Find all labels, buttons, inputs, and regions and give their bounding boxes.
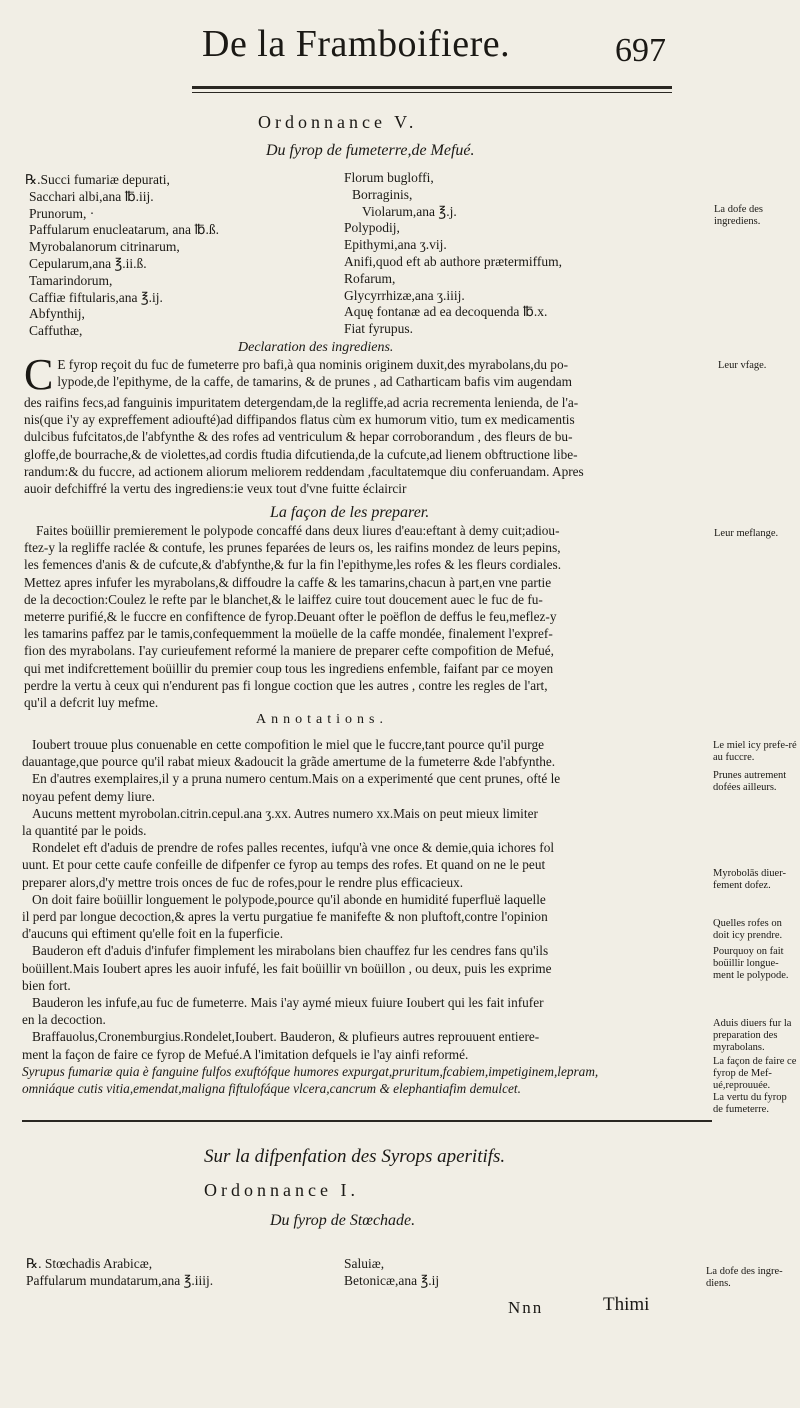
text-line: dauantage,que pource qu'il rabat mieux &adoucit la grãde amertume de la fumeterre &de l'abfynthe. (22, 754, 556, 770)
drop-cap: C (24, 350, 54, 399)
margin-note-dose: La dofe des ingrediens. (714, 204, 763, 227)
text-line: auoir defchiffré la vertu des ingrediens:ie veux tout d'vne fuitte éclaircir (24, 481, 407, 497)
text-line: bien fort. (22, 977, 71, 993)
text-line: noyau pefent demy liure. (22, 788, 155, 804)
text-line: dulcibus fufcitatos,de l'abfynthe & des rofes ad ventriculum & hepar corroborandum , des fleurs de bu- (24, 429, 573, 445)
recipe-line: Rofarum, (344, 270, 396, 286)
preparation-paragraph (24, 522, 709, 711)
recipe-line: Caffuthæ, (29, 323, 83, 339)
text-line: Braffauolus,Cronemburgius.Rondelet,Ioubert. Bauderon, & plufieurs autres reprouuent entiere- (32, 1029, 540, 1045)
ordonnance-heading-2: Ordonnance I. (204, 1180, 359, 1200)
signature-mark: Nnn (508, 1298, 544, 1317)
text-line: lypode,de l'epithyme, de la caffe, de tamarins, & de prunes , ad Catharticam bafis vim augendam (57, 374, 573, 390)
recipe-line: Saluiæ, (344, 1256, 385, 1271)
recipe-line: Violarum,ana ℥.j. (362, 203, 457, 219)
text-line: Bauderon eft d'aduis d'infufer fimplement les mirabolans bien chauffez fur les cendres fans qu'ils (32, 943, 549, 959)
margin-note: La façon de faire ce fyrop de Mef-ué,reprouuée. (713, 1056, 797, 1091)
header-rule-thin (192, 92, 672, 93)
text-line: En d'autres exemplaires,il y a pruna numero centum.Mais on a experimenté que cent prunes, ofté le (32, 771, 561, 787)
text-line: de la decoction:Coulez le refte par le blanchet,& le laiffez cuire tout doucement auec le fuc de fu- (24, 591, 543, 607)
text-line: qui met indifcrettement boüillir du premier coup tous les ingrediens enfemble, faifant par ce moyen (24, 660, 554, 676)
margin-note: Prunes autrement dofées ailleurs. (713, 770, 787, 793)
text-line: On doit faire boüillir longuement le polypode,pource qu'il abonde en humidité fuperfluë laquelle (32, 891, 546, 907)
text-line: Faites boüillir premierement le polypode concaffé dans deux liures d'eau:eftant à demy cuit;adiou- (36, 523, 560, 538)
recipe-line: Betonicæ,ana ℥.ij (344, 1272, 440, 1288)
margin-note: Pourquoy on fait boüillir longue-ment le polypode. (713, 946, 789, 981)
text-line: Rondelet eft d'aduis de prendre de rofes palles recentes, iufqu'à vne once & demie,quia ichores fol (32, 840, 555, 856)
ordonnance-heading: Ordonnance V. (258, 112, 418, 132)
recipe-line: Polypodij, (344, 220, 400, 236)
text-line: omniáque cutis vitia,emendat,maligna fiftulofáque vlcera,cancrum & elephantiafim demulcet. (22, 1081, 521, 1097)
recipe-line: Borraginis, (352, 186, 413, 202)
recipe-line: Cepularum,ana ℥.ii.ß. (29, 255, 147, 271)
page-number: 697 (615, 32, 666, 69)
declaration-paragraph (24, 350, 709, 497)
recipe-line: Fiat fyrupus. (344, 321, 413, 337)
text-line: uunt. Et pour cette caufe confeille de difpenfer ce fyrop au temps des rofes. Et quand on ne le peut (22, 857, 546, 873)
text-line: il perd par longue decoction,& apres la vertu purgatiue fe manifefte & non pluftoft,contre l'opinion (22, 909, 548, 925)
text-line: les femences d'anis & de cufcute,& d'abfynthe,& fur la fin l'epithyme,les rofes & les fleurs cordiales. (24, 557, 562, 573)
text-line: perdre la vertu à ceux qui n'endurent pas fi longue coction que les autres , contre les regles de l'art, (24, 677, 548, 693)
recipe-line: Sacchari albi,ana ℔.iij. (29, 188, 154, 204)
recipe-line: Paffularum mundatarum,ana ℥.iiij. (26, 1272, 214, 1288)
text-line: meterre purifié,& le fuccre en confiftence de fyrop.Deuant ofter le poëflon de deffus le feu,meflez-y (24, 609, 557, 625)
margin-note: Le miel icy prefe-ré au fuccre. (713, 740, 797, 763)
annotations-paragraph (22, 736, 710, 1097)
recipe-line: Epithymi,ana ʒ.vij. (344, 237, 447, 253)
text-line: Ioubert trouue plus conuenable en cette compofition le miel que le fuccre,tant pource qu'il purge (32, 737, 545, 752)
catchword: Thimi (603, 1294, 650, 1315)
margin-note: Aduis diuers fur la preparation des myrabolans. (713, 1018, 792, 1053)
margin-note-mixing: Leur meflange. (714, 528, 779, 539)
text-line: gloffe,de bourrache,& de violettes,ad cordis ftudia difcutienda,de la cufcute,ad lienem obftructione libe- (24, 446, 578, 462)
declaration-heading: Declaration des ingrediens. (238, 340, 394, 355)
text-line: ftez-y la regliffe raclée & contufe, les prunes feparées de leurs os, les raifins mondez de leurs pepins, (24, 540, 561, 556)
preparation-heading: La façon de les preparer. (270, 504, 430, 521)
recipe-subheading: Du fyrop de fumeterre,de Mefué. (266, 142, 475, 159)
text-line: E fyrop reçoit du fuc de fumeterre pro bafi,à qua nominis originem duxit,des myrabolans,du po- (57, 357, 569, 372)
margin-note: La vertu du fyrop de fumeterre. (713, 1092, 787, 1115)
section-divider (22, 1120, 712, 1122)
recipe-left-column (25, 172, 325, 340)
text-line: preparer alors,d'y mettre trois onces de fuc de rofes,pour le rendre plus efficacieux. (22, 874, 464, 890)
recipe-line: Tamarindorum, (29, 272, 113, 288)
text-line: des raifins fecs,ad fanguinis impuritatem detergendam,de la regliffe,ad acria recrementa lenienda, de l'a- (24, 395, 579, 410)
text-line: ment la façon de faire ce fyrop de Mefué.A l'imitation defquels ie l'ay ainfi reformé. (22, 1046, 469, 1062)
text-line: d'aucuns qui eftiment qu'elle foit en la fuperficie. (22, 926, 284, 942)
text-line: qu'il a defcrit luy mefme. (24, 695, 159, 711)
recipe-line: Florum bugloffi, (344, 170, 434, 185)
text-line: fion des myrabolans. I'ay curieufement reformé la maniere de preparer cefte compofition de Mefué, (24, 643, 554, 659)
recipe-right-column (344, 170, 684, 338)
annotations-heading: Annotations. (256, 712, 388, 727)
recipe-right-column-2 (344, 1256, 544, 1290)
recipe-line: ℞.Succi fumariæ depurati, (25, 172, 170, 187)
text-line: boüillent.Mais Ioubert apres les auoir infufé, les fait boüillir vn boüillon , ou deux, puis les exprime (22, 960, 552, 976)
text-line: nis(que i'y ay expreffement adioufté)ad diffipandos flatus cùm ex humorum vitio, tum ex medicamentis (24, 412, 575, 428)
page-title: De la Framboifiere. (202, 23, 511, 65)
text-line: randum:& du fuccre, ad actionem aliorum meliorem reddendam ,facultatemque diu conferuandam. Apres (24, 463, 584, 479)
margin-note: Quelles rofes on doit icy prendre. (713, 918, 783, 941)
recipe-left-column-2 (26, 1256, 326, 1290)
text-line: Syrupus fumariæ quia è fanguine fulfos exuftófque humores expurgat,pruritum,fcabiem,impetiginem,lepram, (22, 1063, 599, 1079)
text-line: les tamarins paffez par le tamis,confequemment la moüelle de la caffe mondée, finalement l'expref- (24, 626, 553, 642)
text-line: Aucuns mettent myrobolan.citrin.cepul.ana ʒ.xx. Autres numero xx.Mais on peut mieux limiter (32, 805, 538, 821)
recipe-line: ℞. Stœchadis Arabicæ, (26, 1256, 153, 1271)
text-line: Mettez apres infufer les myrabolans,& diffoudre la caffe & les tamarins,chacun à part,en vne partie (24, 574, 552, 590)
recipe-line: Anifi,quod eft ab authore prætermiffum, (344, 253, 562, 269)
recipe-line: Myrobalanorum citrinarum, (29, 239, 180, 255)
text-line: la quantité par le poids. (22, 823, 147, 839)
recipe-line: Aquę fontanæ ad ea decoquenda ℔.x. (344, 304, 548, 320)
text-line: Bauderon les infufe,au fuc de fumeterre. Mais i'ay aymé mieux fuiure Ioubert qui les fait infufer (32, 995, 544, 1011)
margin-note-dose-2: La dofe des ingre-diens. (706, 1266, 783, 1289)
recipe-line: Glycyrrhizæ,ana ʒ.iiij. (344, 287, 465, 303)
recipe-line: Abfynthij, (29, 306, 85, 322)
recipe-subheading-2: Du fyrop de Stœchade. (270, 1212, 416, 1229)
header-rule (192, 86, 672, 89)
section2-heading: Sur la difpenfation des Syrops aperitifs. (204, 1146, 506, 1167)
text-line: en la decoction. (22, 1012, 106, 1028)
recipe-line: Paffularum enucleatarum, ana ℔.ß. (29, 222, 219, 238)
margin-note: Myrobolās diuer-fement dofez. (713, 868, 786, 891)
margin-note-usage: Leur vfage. (718, 360, 767, 371)
recipe-line: Prunorum, · (29, 205, 95, 221)
recipe-line: Caffiæ fiftularis,ana ℥.ij. (29, 289, 163, 305)
